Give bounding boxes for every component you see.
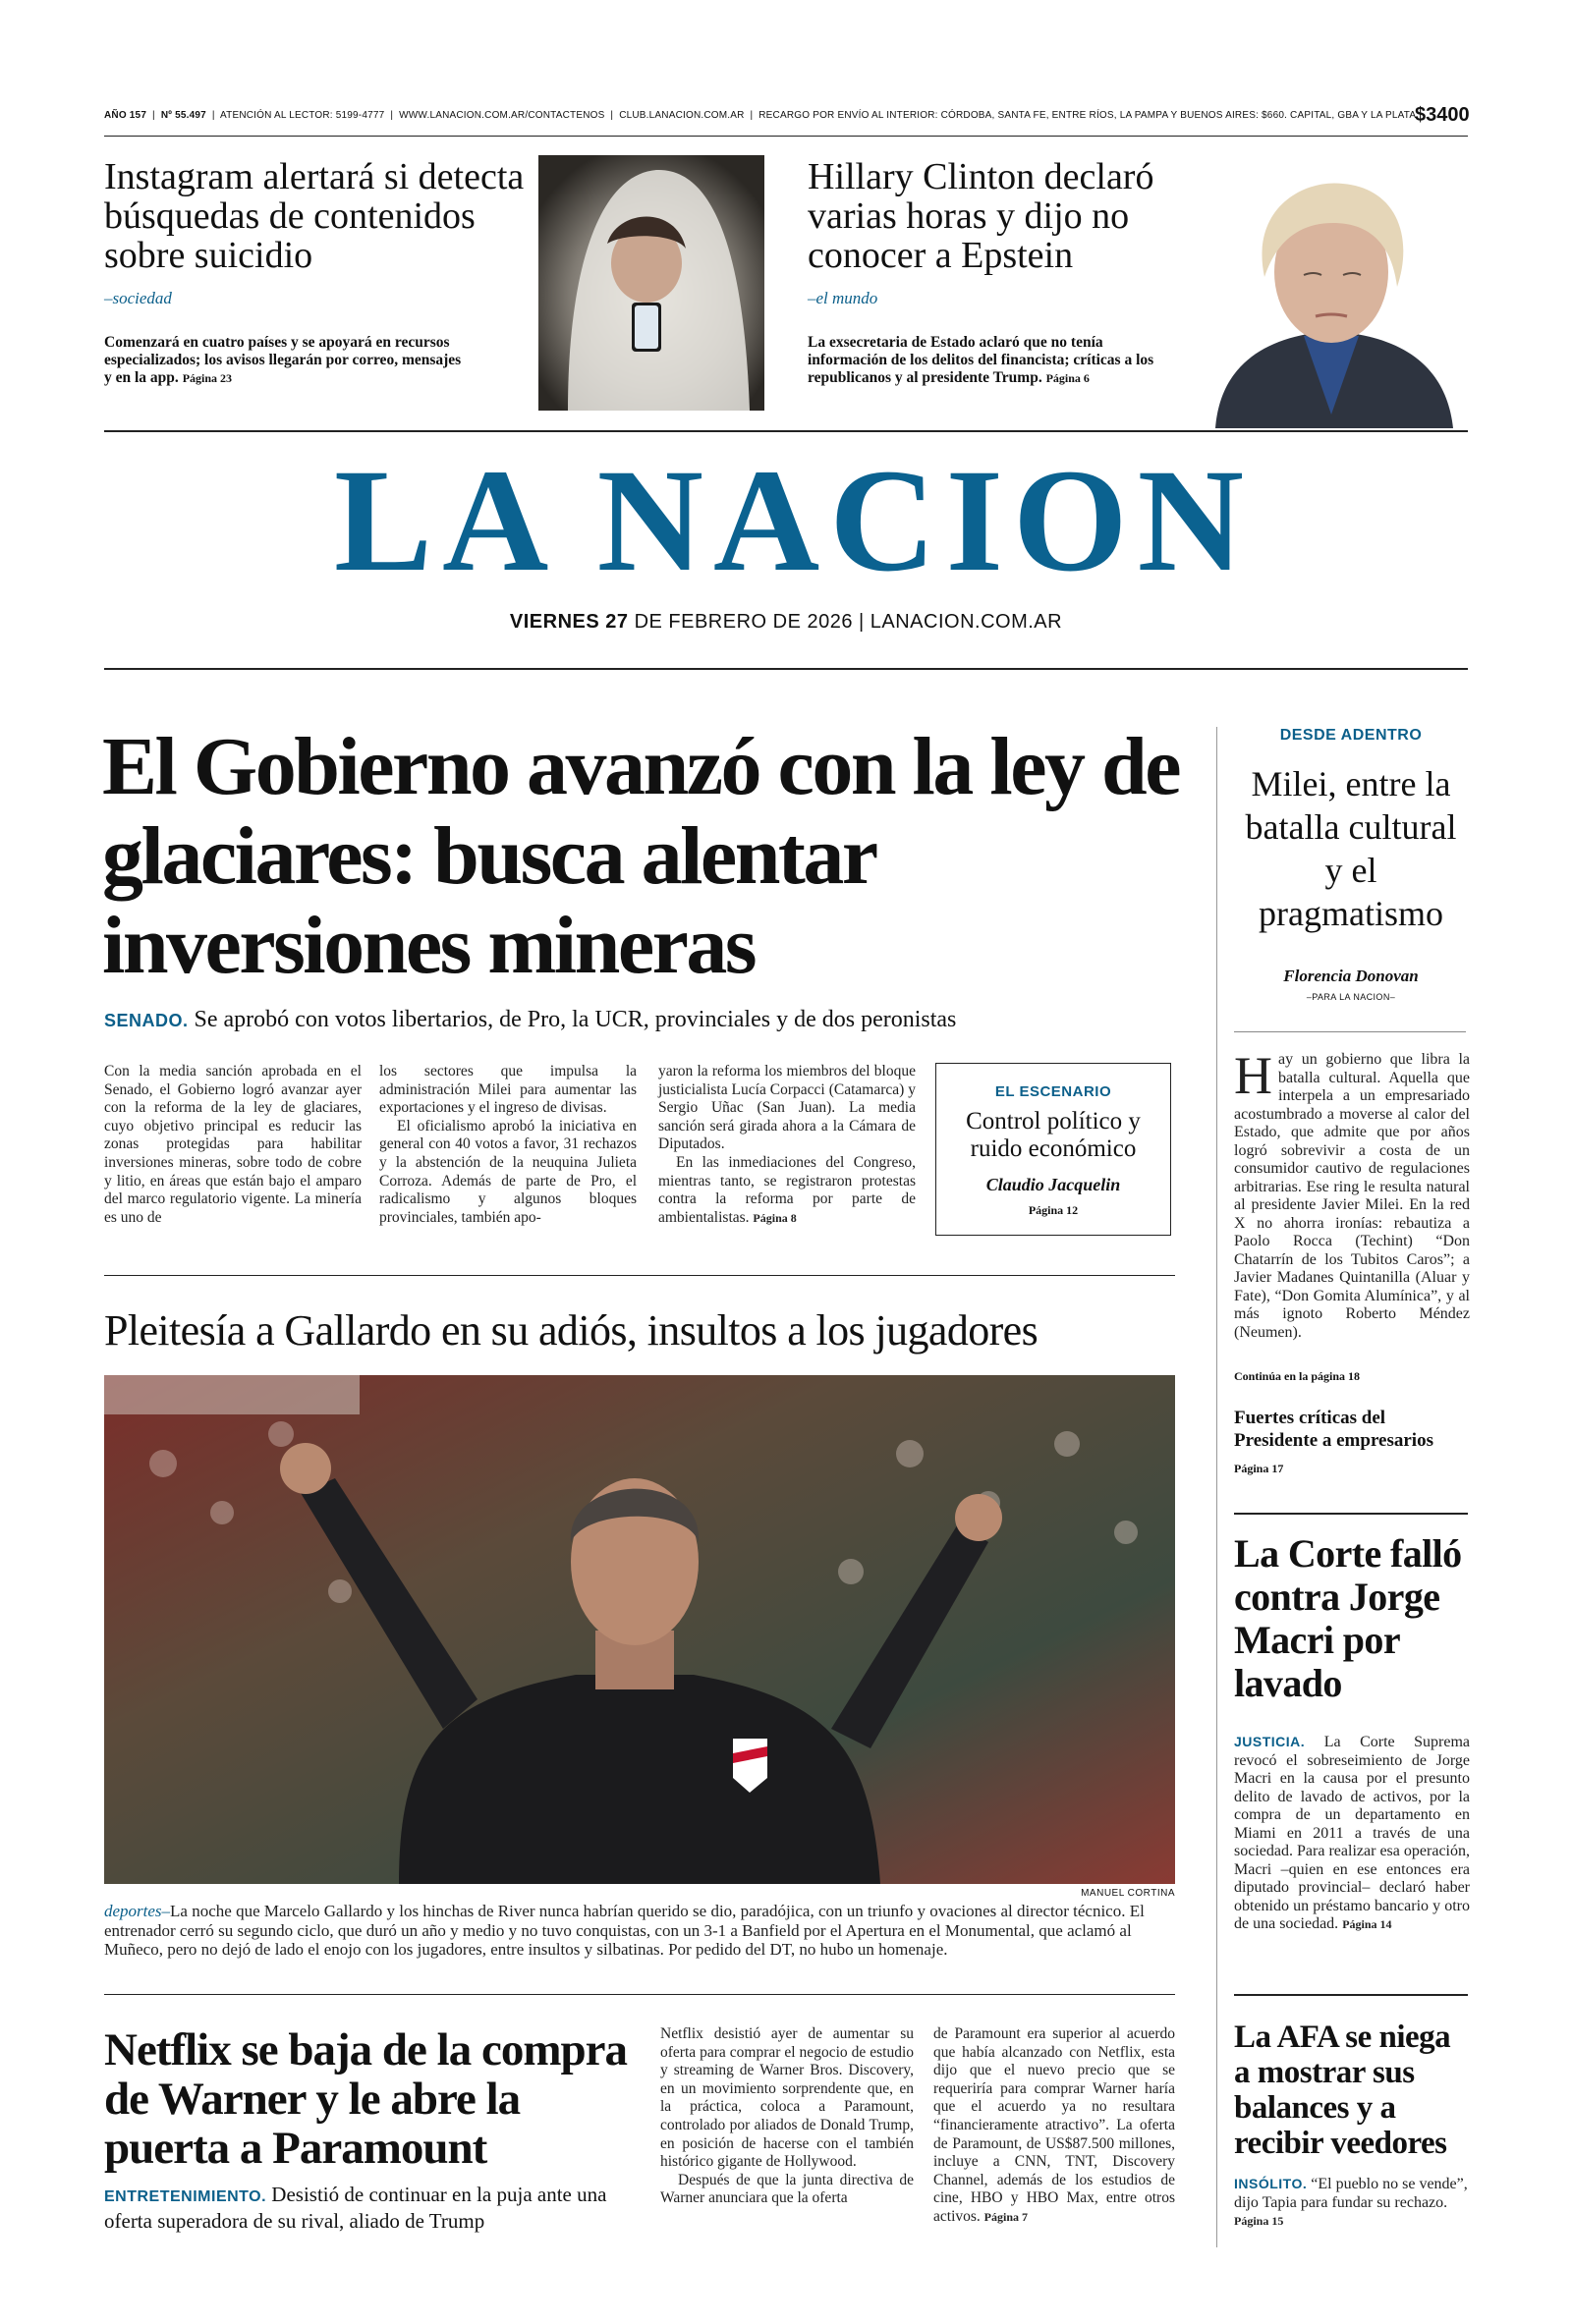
lead-col3a-text: yaron la reforma los miembros del bloque justicialista Lucía Corpacci (Catamarca) y Sergio Uñac (San Juan). La media sanción será girada ahora a la Cámara de Diputados. (658, 1063, 916, 1153)
escenario-author: Claudio Jacquelin (985, 1175, 1121, 1194)
section-sociedad[interactable]: –sociedad (104, 289, 172, 307)
lead-deck-text: Se aprobó con votos libertarios, de Pro, la UCR, provinciales y de dos peronistas (194, 1007, 957, 1032)
lead-col2b-text: El oficialismo aprobó la iniciativa en general con 40 votos a favor, 31 rechazos y la abstención de la neuquina Julieta Corroza. Además de parte de Pro, el radicalismo y algunos bloques provinciales, también apo- (379, 1117, 637, 1226)
afa-page[interactable]: Página 15 (1234, 2214, 1284, 2228)
photo-portrait-woman (1196, 169, 1468, 428)
desde-adentro-author-note: –PARA LA NACION– (1306, 992, 1396, 1002)
teaser-instagram-title[interactable]: Instagram alertará si detecta búsquedas de contenidos sobre suicidio (104, 156, 525, 276)
empresarios-page[interactable]: Página 17 (1234, 1462, 1284, 1475)
desde-adentro-text: ay un gobierno que libra la batalla cultural. Aquella que interpela a un empresariado acostumbrado a moverse al calor del Estado, que admite que por años logró sobrevivir a costa de un consumidor cautivo de regulaciones arbitrarias. Ese ring le resulta natural al presidente Javier Milei. En la red X no ahorra ironías: rebautiza a Paolo Rocca (Techint) “Don Chatarrín de los Tubitos Caros”; a Javier Madanes Quintanilla (Aluar y Fate), “Don Gomita Alumínica”, y al más ignoto Roberto Méndez (Neumen). (1234, 1051, 1470, 1341)
afa-body (1234, 2175, 1470, 2231)
afa-headline[interactable]: La AFA se niega a mostrar sus balances y a recibir veedores (1234, 2020, 1451, 2161)
netflix-deck (104, 2183, 654, 2233)
teaser-clinton-text: La exsecretaria de Estado aclaró que no tenía información de los delitos del financista; críticas a los republicanos y al presidente Trump. (808, 334, 1154, 386)
escenario-title: Control político y ruido económico (966, 1108, 1141, 1162)
empresarios-title[interactable]: Fuertes críticas del Presidente a empresarios (1234, 1408, 1433, 1451)
netflix-column-1 (660, 2025, 914, 2208)
page-ref[interactable]: Página 23 (182, 371, 233, 385)
lead-col2a-text: los sectores que impulsa la administración Milei para aumentar las exportaciones y el ingreso de divisas. (379, 1063, 637, 1117)
right-column-divider (1216, 727, 1217, 2247)
lead-bottom-rule (104, 1275, 1175, 1276)
year-label: AÑO 157 (104, 110, 147, 121)
dateline (0, 611, 1572, 634)
netflix-deck-text: Desistió de continuar en la puja ante una oferta superadora de su rival, aliado de Trump (104, 2183, 607, 2233)
corte-page[interactable]: Página 14 (1342, 1917, 1392, 1931)
corte-text: La Corte Suprema revocó el sobreseimiento de Jorge Macri en la causa por el presunto delito de lavado de activos, por la compra de un departamento en Miami en 2011 a través de una sociedad. Para realizar esa operación, Macri –quien en ese entonces era diputado provincial– declaró haber obtenido un préstamo bancario y otro de una sociedad. (1234, 1734, 1471, 1932)
netflix-col1b-text: Después de que la junta directiva de Warner anunciara que la oferta (660, 2171, 914, 2207)
date-day: VIERNES 27 (509, 611, 629, 633)
masthead-logo[interactable]: LA NACION (334, 439, 1254, 602)
teaser-instagram-body (104, 334, 468, 387)
teaser-rule (104, 430, 1468, 432)
gallardo-headline[interactable]: Pleitesía a Gallardo en su adiós, insultos a los jugadores (104, 1306, 1039, 1355)
escenario-box[interactable] (935, 1063, 1171, 1236)
netflix-col2-text (933, 2025, 1175, 2227)
photo-credit: MANUEL CORTINA (1081, 1888, 1175, 1899)
masthead-rule (104, 668, 1468, 670)
lead-kicker: SENADO. (104, 1011, 189, 1030)
netflix-headline[interactable]: Netflix se baja de la compra de Warner y le abre la puerta a Paramount (104, 2024, 627, 2174)
lead-column-3 (658, 1063, 916, 1227)
gallardo-bottom-rule (104, 1994, 1175, 1995)
teaser-clinton-photo (1196, 169, 1468, 428)
desde-adentro-label: DESDE ADENTRO (1279, 727, 1423, 744)
section-deportes[interactable]: deportes– (104, 1902, 171, 1920)
desde-adentro-rule (1234, 1031, 1466, 1032)
top-rule (104, 136, 1468, 137)
page-ref[interactable]: Página 7 (983, 2209, 1028, 2224)
desde-adentro-continue[interactable]: Continúa en la página 18 (1234, 1369, 1361, 1383)
gallardo-caption (104, 1902, 1177, 1960)
desde-adentro-author: Florencia Donovan (1283, 967, 1419, 985)
afa-text: “El pueblo no se vende”, dijo Tapia para fundar su rechazo. (1234, 2176, 1468, 2211)
corte-top-rule (1234, 1513, 1468, 1515)
netflix-col2-span: de Paramount era superior al acuerdo que había alcanzado con Netflix, esta dijo que el nuevo precio que se requeriría para comprar Warner haría que el acuerdo ya no resultara “financieramente atractivo”. La oferta de Paramount, de US$87.500 millones, incluye a CNN, TNT, Discovery Channel, además de los estudios de cine, HBO y HBO Max, entre otros activos. (933, 2025, 1175, 2225)
afa-top-rule (1234, 1994, 1468, 1996)
netflix-column-2 (933, 2025, 1175, 2227)
cover-price: $3400 (1415, 104, 1470, 126)
escenario-label: EL ESCENARIO (994, 1083, 1112, 1100)
teaser-instagram-photo (538, 155, 764, 411)
lead-column-1 (104, 1063, 362, 1227)
dropcap-h: H (1234, 1046, 1272, 1105)
page-ref[interactable]: Página 8 (753, 1210, 797, 1225)
teaser-clinton-body (808, 334, 1186, 387)
date-rest: DE FEBRERO DE 2026 | LANACION.COM.AR (634, 611, 1063, 633)
shipping-surcharge: RECARGO POR ENVÍO AL INTERIOR: CÓRDOBA, SANTA FE, ENTRE RÍOS, LA PAMPA Y BUENOS AIRES: $660. CAPITAL, GBA Y LA PLATA (758, 110, 1417, 121)
photo-coach-waving (104, 1375, 1175, 1884)
netflix-kicker: ENTRETENIMIENTO. (104, 2188, 267, 2205)
top-info-bar: AÑO 157 | Nº 55.497 | ATENCIÓN AL LECTOR: 5199-4777 | WWW.LANACION.COM.AR/CONTACTENOS | CLUB.LANACION.COM.AR | RECARGO POR ENVÍO AL INTERIOR: CÓRDOBA, SANTA FE, ENTRE RÍOS, LA PAMPA Y BUENOS AIRES: $660. CAPITAL, GBA Y LA PLATA (104, 110, 1417, 121)
desde-adentro-body (1234, 1046, 1470, 1342)
afa-kicker: INSÓLITO. (1234, 2176, 1308, 2191)
photo-person-with-phone (538, 155, 764, 411)
lead-deck (104, 1006, 1195, 1034)
teaser-instagram-text: Comenzará en cuatro países y se apoyará en recursos especializados; los avisos llegarán por correo, mensajes y en la app. (104, 334, 462, 386)
gallardo-caption-text: La noche que Marcelo Gallardo y los hinchas de River nunca habrían querido se dio, paradójica, con un triunfo y ovaciones al director técnico. El entrenador cerró su segundo ciclo, que duró un año y medio y no tuvo conquistas, con un 3-1 a Banfield por el Apertura en el Monumental, que aclamó al Muñeco, pero no dejó de lado el enojo con los jugadores, entre insultos y silbatinas. Por pedido del DT, no hubo un homenaje. (104, 1902, 1145, 1959)
escenario-page: Página 12 (1028, 1203, 1079, 1217)
gallardo-photo (104, 1375, 1175, 1884)
corte-headline[interactable]: La Corte falló contra Jorge Macri por lavado (1234, 1531, 1462, 1705)
lead-col3b-text (658, 1154, 916, 1227)
contact-link[interactable]: WWW.LANACION.COM.AR/CONTACTENOS (399, 110, 605, 121)
teaser-clinton-title[interactable]: Hillary Clinton declaró varias horas y dijo no conocer a Epstein (808, 156, 1154, 276)
corte-kicker: JUSTICIA. (1234, 1734, 1306, 1749)
lead-headline[interactable]: El Gobierno avanzó con la ley de glaciares: busca alentar inversiones mineras (102, 721, 1179, 991)
section-el-mundo[interactable]: –el mundo (808, 289, 878, 307)
netflix-col1a-text: Netflix desistió ayer de aumentar su oferta para comprar el negocio de estudio y streaming de Warner Bros. Discovery, en un movimiento sorprendente que, en la práctica, coloca a Paramount, controlado por aliados de Donald Trump, en posición de hacerse con el también histórico gigante de Hollywood. (660, 2025, 914, 2171)
reader-service: ATENCIÓN AL LECTOR: 5199-4777 (220, 110, 385, 121)
lead-col1-text: Con la media sanción aprobada en el Senado, el Gobierno logró avanzar ayer con la reforma de la ley de glaciares, cuyo objetivo principal es reducir las zonas protegidas para habilitar inversiones mineras, sobre todo de cobre y litio, en áreas que están bajo el amparo del marco regulatorio vigente. La minería es uno de (104, 1063, 362, 1226)
issue-number: Nº 55.497 (160, 110, 206, 121)
lead-column-2 (379, 1063, 637, 1227)
corte-body (1234, 1733, 1470, 1934)
club-link[interactable]: CLUB.LANACION.COM.AR (619, 110, 745, 121)
desde-adentro-title[interactable]: Milei, entre la batalla cultural y el pragmatismo (1245, 764, 1457, 933)
lead-col3b-span: En las inmediaciones del Congreso, mientras tanto, se registraron protestas contra la reforma por parte de ambientalistas. (658, 1153, 916, 1226)
page-ref[interactable]: Página 6 (1045, 371, 1090, 385)
